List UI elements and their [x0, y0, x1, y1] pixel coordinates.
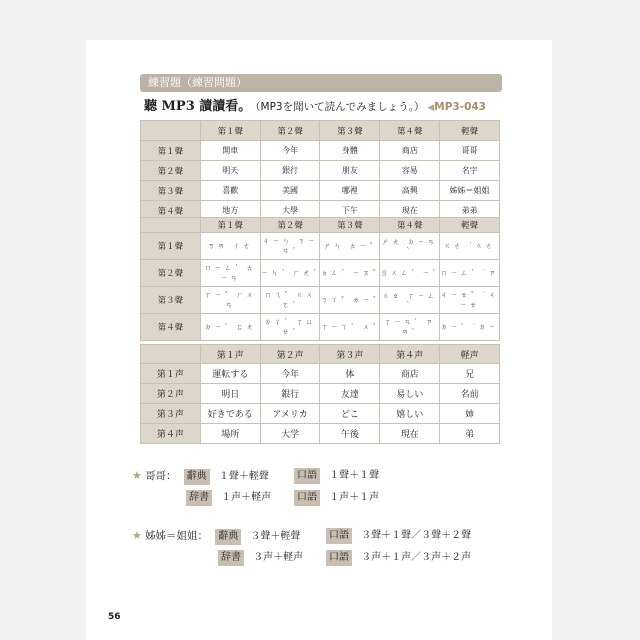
instruction-main: 聽 MP3 讀讀看。 — [144, 99, 252, 114]
table-cell: 美國 — [260, 181, 320, 201]
note-line — [218, 550, 303, 566]
table-cell: どこ — [320, 404, 380, 424]
note-word: 哥哥： — [145, 470, 177, 482]
speaker-icon: ◀ — [427, 103, 435, 113]
row-header: 第１聲 — [141, 141, 201, 161]
table-corner — [141, 345, 201, 364]
row-header: 第２聲 — [141, 260, 201, 287]
column-header: 第４聲 — [380, 218, 440, 233]
table-cell: 好きである — [200, 404, 260, 424]
zhuyin-cell: ㄉㄧˋ ˙ㄉㄧ — [440, 314, 500, 341]
table-row — [141, 384, 500, 404]
column-header: 第３聲 — [320, 121, 380, 141]
table-cell: 哥哥 — [440, 141, 500, 161]
zhuyin-cell: ㄍㄠ ㄒㄧㄥˋ — [380, 287, 440, 314]
zhuyin-cell: ㄋㄚˇ ㄌㄧˇ — [320, 287, 380, 314]
column-header: 第１聲 — [200, 218, 260, 233]
column-header: 第１声 — [200, 345, 260, 364]
row-header: 第１声 — [141, 364, 201, 384]
zhuyin-cell: ㄇㄟˇ ㄍㄨㄛˊ — [260, 287, 320, 314]
table-row — [141, 260, 500, 287]
column-header: 第４声 — [380, 345, 440, 364]
zhuyin-cell: ㄉㄧˋ ㄈㄤ — [200, 314, 260, 341]
note-line — [326, 550, 471, 566]
note-line — [186, 490, 271, 506]
table-cell: 弟弟 — [440, 201, 500, 221]
zhuyin-cell: ㄍㄜ ˙ㄍㄜ — [440, 233, 500, 260]
table-row — [141, 287, 500, 314]
page-number: 56 — [108, 612, 121, 622]
table-cell: 今年 — [260, 141, 320, 161]
zhuyin-cell: ㄒㄧˇ ㄏㄨㄢ — [200, 287, 260, 314]
zhuyin-cell: ㄧㄣˊ ㄏㄤˊ — [260, 260, 320, 287]
row-header: 第４聲 — [141, 201, 201, 221]
table-cell: 地方 — [200, 201, 260, 221]
table-cell: 明天 — [200, 161, 260, 181]
row-header: 第３声 — [141, 404, 201, 424]
zhuyin-cell: ㄎㄞ ㄔㄜ — [200, 233, 260, 260]
column-header: 輕聲 — [440, 218, 500, 233]
column-header: 輕聲 — [440, 121, 500, 141]
instruction-line — [144, 98, 554, 116]
zhuyin-cell: ㄒㄧㄚˋ ㄨˇ — [320, 314, 380, 341]
table-cell: 開車 — [200, 141, 260, 161]
table-cell: 身體 — [320, 141, 380, 161]
row-header: 第２声 — [141, 384, 201, 404]
colloquial-tag: 口語 — [294, 468, 320, 484]
row-header: 第３聲 — [141, 181, 201, 201]
table-cell: 兄 — [440, 364, 500, 384]
note-value: ３声＋軽声 — [253, 552, 304, 563]
table-cell: 高興 — [380, 181, 440, 201]
zhuyin-cell: ㄒㄧㄢˋ ㄗㄞˋ — [380, 314, 440, 341]
table-row — [141, 161, 500, 181]
column-header: 第３声 — [320, 345, 380, 364]
note-line — [326, 528, 471, 544]
table-cell: 容易 — [380, 161, 440, 181]
column-header: 第１聲 — [200, 121, 260, 141]
table-cell: 明日 — [200, 384, 260, 404]
note-word: 姊姊＝姐姐： — [145, 530, 209, 542]
table-cell: 喜歡 — [200, 181, 260, 201]
table-cell: 朋友 — [320, 161, 380, 181]
note-value: ３聲＋１聲／３聲＋２聲 — [361, 530, 472, 541]
zhuyin-cell: ㄇㄧㄥˊ ㄊㄧㄢ — [200, 260, 260, 287]
table-cell: 名字 — [440, 161, 500, 181]
row-header: 第１聲 — [141, 233, 201, 260]
table-cell: 大學 — [260, 201, 320, 221]
section-label-bar — [140, 74, 502, 92]
zhuyin-cell: ㄉㄚˋ ㄒㄩㄝˊ — [260, 314, 320, 341]
table-cell: 友達 — [320, 384, 380, 404]
table-cell: 名前 — [440, 384, 500, 404]
table-row — [141, 233, 500, 260]
zhuyin-cell: ㄐㄧㄝˇ ˙ㄐㄧㄝ — [440, 287, 500, 314]
table-row — [141, 404, 500, 424]
table-cell: 運転する — [200, 364, 260, 384]
zhuyin-cell: ㄕㄣ ㄊㄧˇ — [320, 233, 380, 260]
star-icon: ★ — [132, 529, 142, 542]
table-cell: 現在 — [380, 424, 440, 444]
mp3-track-label: MP3-043 — [434, 101, 486, 113]
table-cell: 銀行 — [260, 384, 320, 404]
table-corner — [141, 121, 201, 141]
note-value: １声＋１声 — [329, 492, 380, 503]
row-header: 第３聲 — [141, 287, 201, 314]
dictionary-tag: 辞書 — [218, 550, 244, 566]
table-cell: 現在 — [380, 201, 440, 221]
instruction-sub: （MP3を聞いて読んでみましょう。） — [255, 101, 425, 113]
table-row — [141, 364, 500, 384]
tone-table-zhuyin — [140, 217, 500, 341]
note-line — [132, 528, 300, 544]
table-corner — [141, 218, 201, 233]
zhuyin-cell: ㄇㄧㄥˊ ˙ㄗ — [440, 260, 500, 287]
row-header: 第２聲 — [141, 161, 201, 181]
column-header: 第４聲 — [380, 121, 440, 141]
row-header: 第４声 — [141, 424, 201, 444]
column-header: 第２声 — [260, 345, 320, 364]
column-header: 軽声 — [440, 345, 500, 364]
zhuyin-cell: ㄖㄨㄥˊ ㄧˋ — [380, 260, 440, 287]
note-line — [294, 468, 379, 484]
dictionary-tag: 辭典 — [184, 469, 210, 485]
column-header: 第２聲 — [260, 121, 320, 141]
dictionary-tag: 辭典 — [215, 529, 241, 545]
pronunciation-notes — [132, 468, 532, 598]
table-row — [141, 181, 500, 201]
page-sheet — [86, 40, 552, 640]
tone-table-japanese — [140, 344, 500, 444]
note-line — [294, 490, 379, 506]
table-cell: アメリカ — [260, 404, 320, 424]
table-cell: 場所 — [200, 424, 260, 444]
column-header: 第３聲 — [320, 218, 380, 233]
column-header: 第２聲 — [260, 218, 320, 233]
table-cell: 午後 — [320, 424, 380, 444]
table-cell: 姉 — [440, 404, 500, 424]
dictionary-tag: 辞書 — [186, 490, 212, 506]
table-cell: 商店 — [380, 364, 440, 384]
table-cell: 大学 — [260, 424, 320, 444]
colloquial-tag: 口語 — [294, 490, 320, 506]
note-value: ３声＋１声／３声＋２声 — [361, 552, 472, 563]
table-cell: 易しい — [380, 384, 440, 404]
table-cell: 下午 — [320, 201, 380, 221]
table-cell: 体 — [320, 364, 380, 384]
note-value: ３聲＋輕聲 — [250, 531, 301, 542]
colloquial-tag: 口語 — [326, 528, 352, 544]
tone-table-chinese — [140, 120, 500, 221]
table-cell: 今年 — [260, 364, 320, 384]
zhuyin-cell: ㄆㄥˊ ㄧㄡˇ — [320, 260, 380, 287]
table-cell: 哪裡 — [320, 181, 380, 201]
table-row — [141, 141, 500, 161]
colloquial-tag: 口語 — [326, 550, 352, 566]
table-cell: 嬉しい — [380, 404, 440, 424]
note-value: １声＋軽声 — [221, 492, 272, 503]
table-cell: 弟 — [440, 424, 500, 444]
zhuyin-cell: ㄕㄤ ㄉㄧㄢˋ — [380, 233, 440, 260]
row-header: 第４聲 — [141, 314, 201, 341]
table-cell: 銀行 — [260, 161, 320, 181]
table-cell: 姊姊＝姐姐 — [440, 181, 500, 201]
table-row — [141, 424, 500, 444]
section-label: 練習題（練習問題） — [148, 76, 247, 89]
table-row — [141, 314, 500, 341]
zhuyin-cell: ㄐㄧㄣ ㄋㄧㄢˊ — [260, 233, 320, 260]
note-value: １聲＋輕聲 — [218, 471, 269, 482]
table-cell: 商店 — [380, 141, 440, 161]
note-line — [132, 468, 269, 484]
note-value: １聲＋１聲 — [329, 470, 380, 481]
star-icon: ★ — [132, 469, 142, 482]
